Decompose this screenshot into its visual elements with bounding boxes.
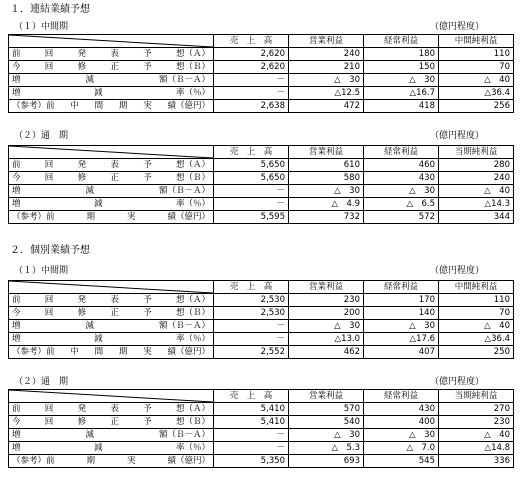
row-label-part: 回: [44, 49, 54, 59]
subsection-title-interim: （１）中間期: [14, 22, 69, 32]
table-non-consolidated-full-year: [8, 389, 514, 468]
table-row: [9, 320, 514, 333]
column-header: 売 上 高: [214, 281, 289, 294]
column-header: 経常利益: [364, 35, 439, 48]
table-row: [9, 48, 514, 61]
row-label-part: （参考）前: [12, 456, 55, 466]
value-cell: －: [214, 429, 289, 442]
table-row: [9, 87, 514, 100]
diagonal-header-cell: [9, 390, 214, 403]
row-label: [9, 320, 214, 333]
table-row: [9, 307, 514, 320]
value-cell: 472: [289, 100, 364, 113]
column-header: 中間純利益: [439, 35, 514, 48]
row-label: [9, 307, 214, 320]
row-label: [9, 455, 214, 468]
row-label: [9, 429, 214, 442]
value-cell: 460: [364, 159, 439, 172]
column-header: 中間純利益: [439, 281, 514, 294]
value-cell: 240: [439, 172, 514, 185]
row-label-part: 発: [77, 49, 87, 59]
value-cell: 170: [364, 294, 439, 307]
table-row: [9, 429, 514, 442]
row-label: [9, 61, 214, 74]
row-label-part: 額（Ｂ－Ａ）: [158, 186, 210, 196]
value-cell: 336: [439, 455, 514, 468]
value-cell: 5,650: [214, 159, 289, 172]
row-label-part: 間: [94, 347, 104, 357]
value-cell: △36.4: [439, 333, 514, 346]
row-label: [9, 48, 214, 61]
row-label-part: 率（％）: [175, 199, 210, 209]
row-label-part: 今: [12, 308, 21, 318]
row-label-part: 修: [77, 308, 87, 318]
table-row: [9, 61, 514, 74]
row-label-part: 増: [12, 75, 21, 85]
row-label-part: 想（Ａ）: [175, 49, 210, 59]
subsection-title-interim: （１）中間期: [14, 266, 69, 276]
value-cell: △17.6: [364, 333, 439, 346]
value-cell: －: [214, 87, 289, 100]
table-consolidated-interim: [8, 34, 514, 113]
value-cell: 545: [364, 455, 439, 468]
row-label-part: 修: [77, 62, 87, 72]
row-label-part: 回: [44, 308, 54, 318]
row-label-part: 減: [93, 199, 103, 209]
row-label-part: 績（億円）: [167, 212, 210, 222]
row-label-part: 回: [44, 417, 54, 427]
table-row: [9, 455, 514, 468]
value-cell: △14.3: [439, 198, 514, 211]
row-label-part: 増: [12, 186, 21, 196]
row-label-part: 期: [86, 456, 95, 466]
table-row: [9, 159, 514, 172]
row-label-part: 発: [77, 160, 87, 170]
table-row: [9, 442, 514, 455]
row-label: [9, 416, 214, 429]
value-cell: 180: [364, 48, 439, 61]
row-label: [9, 294, 214, 307]
row-label: [9, 185, 214, 198]
row-label-part: 実: [126, 456, 136, 466]
row-label-part: 減: [85, 186, 94, 196]
value-cell: 270: [439, 403, 514, 416]
row-label: [9, 346, 214, 359]
value-cell: △ 30: [364, 74, 439, 87]
row-label-part: 増: [12, 88, 21, 98]
row-label-part: 今: [12, 417, 21, 427]
row-label-part: 額（Ｂ－Ａ）: [158, 75, 210, 85]
row-label-part: 減: [93, 443, 103, 453]
value-cell: △ 6.5: [364, 198, 439, 211]
row-label-part: 減: [85, 75, 94, 85]
table-row: [9, 185, 514, 198]
row-label-part: 実: [126, 212, 136, 222]
row-label-part: 回: [44, 62, 54, 72]
value-cell: －: [214, 320, 289, 333]
row-label: [9, 159, 214, 172]
row-label-part: 想（Ｂ）: [175, 62, 210, 72]
value-cell: 732: [289, 211, 364, 224]
value-cell: △ 30: [364, 429, 439, 442]
row-label-part: 修: [77, 173, 87, 183]
value-cell: 610: [289, 159, 364, 172]
row-label: [9, 333, 214, 346]
value-cell: 5,595: [214, 211, 289, 224]
value-cell: △ 30: [364, 185, 439, 198]
value-cell: △ 40: [439, 320, 514, 333]
value-cell: 2,620: [214, 61, 289, 74]
row-label-part: 想（Ａ）: [175, 404, 210, 414]
header-row: [9, 390, 514, 403]
row-label-part: 率（％）: [175, 334, 210, 344]
value-cell: 462: [289, 346, 364, 359]
column-header: 経常利益: [364, 390, 439, 403]
value-cell: 5,410: [214, 416, 289, 429]
value-cell: △ 30: [289, 320, 364, 333]
column-header: 当期純利益: [439, 146, 514, 159]
row-label-part: 予: [143, 160, 152, 170]
table-row: [9, 211, 514, 224]
diagonal-line: [9, 146, 213, 158]
value-cell: △ 40: [439, 429, 514, 442]
value-cell: 256: [439, 100, 514, 113]
section-title-non-consolidated: ２．個別業績予想: [10, 245, 90, 256]
row-label-part: 回: [44, 295, 54, 305]
value-cell: △ 40: [439, 185, 514, 198]
table-row: [9, 198, 514, 211]
diagonal-line: [9, 35, 213, 47]
value-cell: 570: [289, 403, 364, 416]
row-label-part: 正: [110, 417, 119, 427]
value-cell: △14.8: [439, 442, 514, 455]
value-cell: 5,410: [214, 403, 289, 416]
value-cell: △ 30: [289, 185, 364, 198]
row-label-part: 中: [70, 101, 79, 111]
row-label-part: 増: [12, 443, 21, 453]
row-label-part: 修: [77, 417, 87, 427]
value-cell: 230: [289, 294, 364, 307]
row-label-part: 今: [12, 173, 21, 183]
unit-label: （億円程度）: [430, 266, 485, 276]
value-cell: 140: [364, 307, 439, 320]
diagonal-header-cell: [9, 35, 214, 48]
row-label-part: 増: [12, 321, 21, 331]
value-cell: 70: [439, 61, 514, 74]
row-label: [9, 442, 214, 455]
value-cell: △ 7.0: [364, 442, 439, 455]
table-non-consolidated-interim: [8, 280, 514, 359]
value-cell: －: [214, 198, 289, 211]
header-row: [9, 35, 514, 48]
row-label-part: 増: [12, 199, 21, 209]
column-header: 経常利益: [364, 281, 439, 294]
row-label-part: 前: [12, 295, 21, 305]
value-cell: 540: [289, 416, 364, 429]
table-row: [9, 403, 514, 416]
value-cell: 200: [289, 307, 364, 320]
row-label-part: 正: [110, 308, 119, 318]
row-label-part: 増: [12, 334, 21, 344]
row-label-part: 前: [12, 160, 21, 170]
row-label-part: 減: [93, 334, 103, 344]
row-label-part: 正: [110, 173, 119, 183]
row-label-part: 表: [110, 49, 119, 59]
value-cell: △36.4: [439, 87, 514, 100]
table-row: [9, 333, 514, 346]
row-label-part: 想（Ｂ）: [175, 173, 210, 183]
unit-label: （億円程度）: [430, 22, 485, 32]
value-cell: 572: [364, 211, 439, 224]
value-cell: 230: [439, 416, 514, 429]
table-row: [9, 74, 514, 87]
header-row: [9, 146, 514, 159]
row-label-part: 期: [118, 347, 128, 357]
column-header: 売 上 高: [214, 146, 289, 159]
value-cell: △ 40: [439, 74, 514, 87]
value-cell: △12.5: [289, 87, 364, 100]
diagonal-header-cell: [9, 281, 214, 294]
subsection-title-full-year: （２）通 期: [14, 377, 69, 387]
row-label-part: 前: [12, 49, 21, 59]
row-label-part: 績（億円）: [167, 347, 210, 357]
value-cell: 418: [364, 100, 439, 113]
row-label-part: 想（Ｂ）: [175, 417, 210, 427]
row-label-part: 期: [86, 212, 95, 222]
value-cell: 2,638: [214, 100, 289, 113]
value-cell: 2,530: [214, 294, 289, 307]
value-cell: 280: [439, 159, 514, 172]
column-header: 売 上 高: [214, 390, 289, 403]
table-row: [9, 100, 514, 113]
row-label-part: 減: [85, 321, 94, 331]
row-label-part: 回: [44, 404, 54, 414]
row-label-part: 表: [110, 404, 119, 414]
row-label-part: 予: [143, 417, 152, 427]
row-label-part: 率（％）: [175, 443, 210, 453]
row-label-part: 期: [118, 101, 128, 111]
row-label-part: 績（億円）: [167, 101, 210, 111]
value-cell: 2,620: [214, 48, 289, 61]
value-cell: △ 30: [289, 74, 364, 87]
value-cell: 5,650: [214, 172, 289, 185]
row-label-part: 正: [110, 62, 119, 72]
diagonal-line: [9, 281, 213, 293]
column-header: 営業利益: [289, 146, 364, 159]
value-cell: △ 5.3: [289, 442, 364, 455]
row-label-part: 実: [143, 101, 152, 111]
table-row: [9, 294, 514, 307]
row-label-part: 額（Ｂ－Ａ）: [158, 430, 210, 440]
unit-label: （億円程度）: [430, 131, 485, 141]
value-cell: 250: [439, 346, 514, 359]
table-consolidated-full-year: [8, 145, 514, 224]
row-label-part: 予: [143, 173, 152, 183]
row-label-part: 予: [143, 295, 152, 305]
header-row: [9, 281, 514, 294]
row-label-part: 中: [70, 347, 79, 357]
value-cell: 2,552: [214, 346, 289, 359]
column-header: 売 上 高: [214, 35, 289, 48]
row-label: [9, 211, 214, 224]
value-cell: 580: [289, 172, 364, 185]
row-label: [9, 172, 214, 185]
row-label: [9, 403, 214, 416]
unit-label: （億円程度）: [430, 377, 485, 387]
row-label-part: 率（％）: [175, 88, 210, 98]
value-cell: 210: [289, 61, 364, 74]
row-label-part: （参考）前: [12, 212, 55, 222]
row-label-part: 今: [12, 62, 21, 72]
value-cell: 693: [289, 455, 364, 468]
value-cell: 110: [439, 294, 514, 307]
value-cell: △13.0: [289, 333, 364, 346]
value-cell: －: [214, 442, 289, 455]
row-label-part: 発: [77, 404, 87, 414]
section-title-consolidated: １．連結業績予想: [10, 4, 90, 15]
row-label-part: 表: [110, 160, 119, 170]
value-cell: 400: [364, 416, 439, 429]
row-label: [9, 74, 214, 87]
row-label-part: 回: [44, 160, 54, 170]
diagonal-line: [9, 390, 213, 402]
row-label-part: 前: [12, 404, 21, 414]
value-cell: 5,350: [214, 455, 289, 468]
value-cell: 240: [289, 48, 364, 61]
row-label-part: 予: [143, 404, 152, 414]
table-row: [9, 416, 514, 429]
column-header: 営業利益: [289, 35, 364, 48]
table-row: [9, 346, 514, 359]
value-cell: 430: [364, 172, 439, 185]
row-label-part: 想（Ａ）: [175, 295, 210, 305]
value-cell: －: [214, 333, 289, 346]
column-header: 営業利益: [289, 281, 364, 294]
value-cell: 344: [439, 211, 514, 224]
column-header: 営業利益: [289, 390, 364, 403]
table-row: [9, 172, 514, 185]
row-label-part: 予: [143, 62, 152, 72]
row-label-part: 表: [110, 295, 119, 305]
row-label-part: 想（Ｂ）: [175, 308, 210, 318]
value-cell: －: [214, 74, 289, 87]
row-label-part: （参考）前: [12, 347, 55, 357]
row-label-part: 増: [12, 430, 21, 440]
row-label-part: 績（億円）: [167, 456, 210, 466]
row-label-part: 発: [77, 295, 87, 305]
row-label-part: 予: [143, 49, 152, 59]
value-cell: 150: [364, 61, 439, 74]
diagonal-header-cell: [9, 146, 214, 159]
value-cell: －: [214, 185, 289, 198]
row-label-part: 実: [143, 347, 152, 357]
value-cell: △16.7: [364, 87, 439, 100]
value-cell: 110: [439, 48, 514, 61]
row-label: [9, 100, 214, 113]
value-cell: 430: [364, 403, 439, 416]
value-cell: △ 30: [289, 429, 364, 442]
row-label-part: 減: [93, 88, 103, 98]
row-label-part: （参考）前: [12, 101, 55, 111]
column-header: 経常利益: [364, 146, 439, 159]
row-label-part: 回: [44, 173, 54, 183]
row-label-part: 想（Ａ）: [175, 160, 210, 170]
value-cell: 407: [364, 346, 439, 359]
value-cell: △ 30: [364, 320, 439, 333]
row-label-part: 減: [85, 430, 94, 440]
row-label-part: 予: [143, 308, 152, 318]
value-cell: 70: [439, 307, 514, 320]
subsection-title-full-year: （２）通 期: [14, 131, 69, 141]
row-label: [9, 87, 214, 100]
row-label: [9, 198, 214, 211]
value-cell: 2,530: [214, 307, 289, 320]
row-label-part: 額（Ｂ－Ａ）: [158, 321, 210, 331]
value-cell: △ 4.9: [289, 198, 364, 211]
row-label-part: 間: [94, 101, 104, 111]
column-header: 当期純利益: [439, 390, 514, 403]
